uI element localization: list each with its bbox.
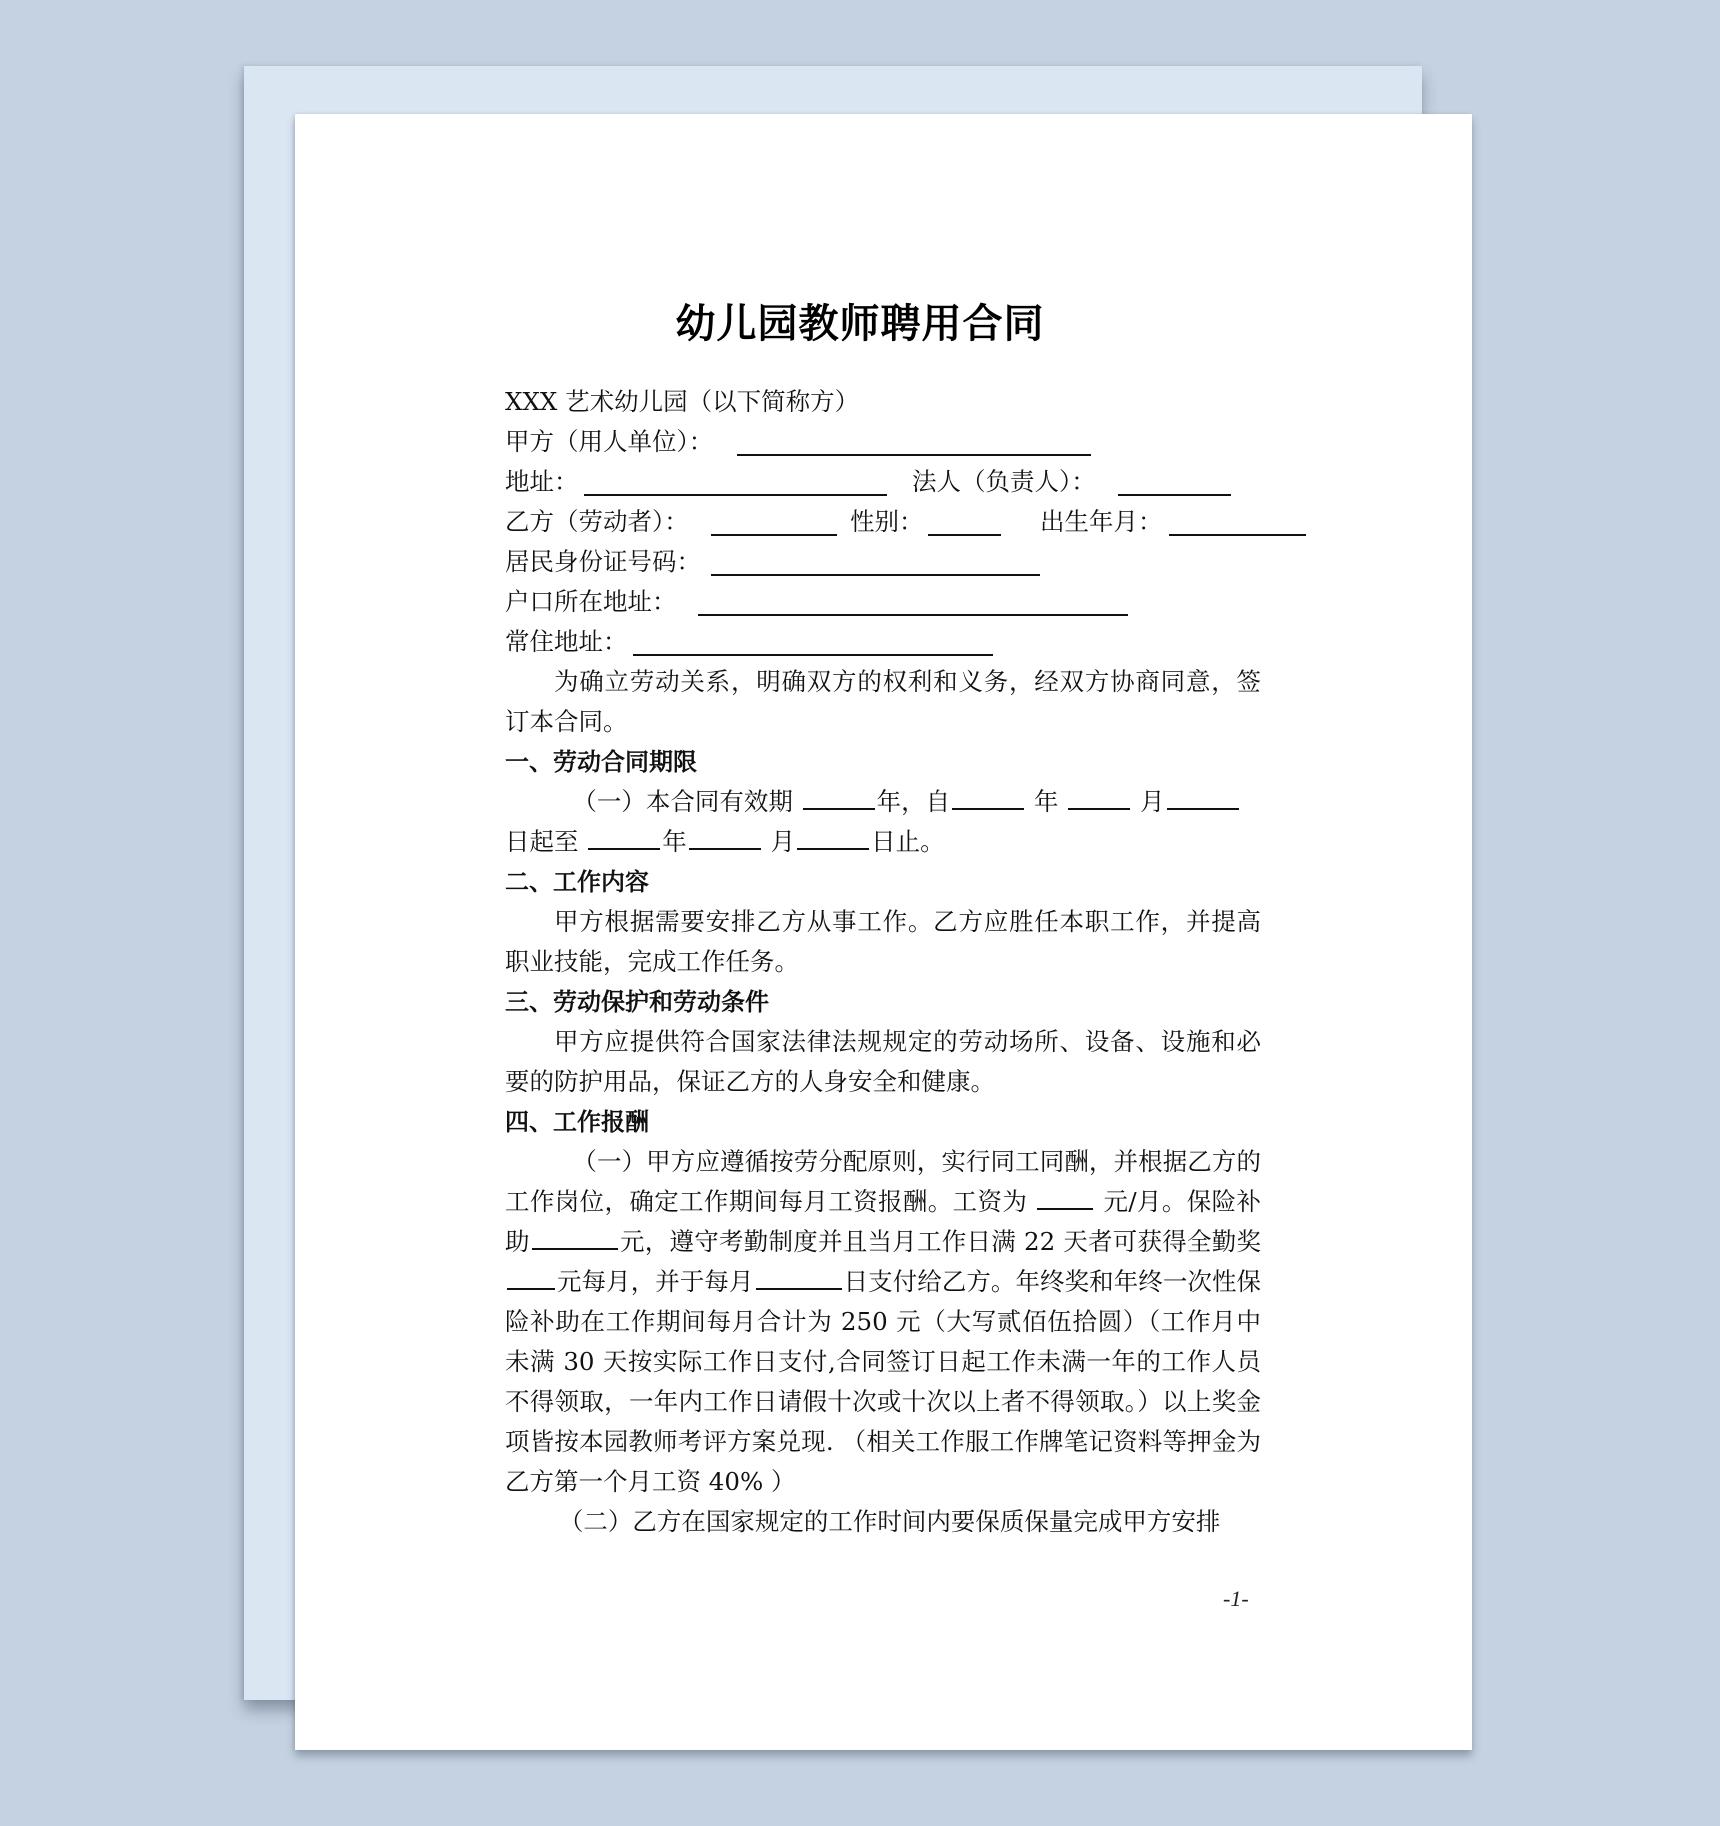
org-line: XXX 艺术幼儿园（以下简称方） <box>505 387 860 416</box>
end-month-label: 月 <box>770 827 796 856</box>
residence-row <box>505 622 1261 662</box>
pay-text-b: 元/月。保险补助 <box>505 1187 1261 1256</box>
attendance-bonus-blank[interactable] <box>507 1262 555 1290</box>
pay-text-a: （一）甲方应遵循按劳分配原则，实行同工同酬，并根据乙方的工作岗位，确定工作期间每月工资报酬。工资为 <box>505 1147 1261 1216</box>
legal-rep-blank[interactable] <box>1118 468 1231 496</box>
salary-blank[interactable] <box>1037 1182 1093 1210</box>
start-day-blank[interactable] <box>1167 782 1239 810</box>
pay-text-e: 日支付给乙方。年终奖和年终一次性保险补助在工作期间每月合计为 250 元（大写贰佰伍拾圆）（工作月中未满 30 天按实际工作日支付,合同签订日起工作未满一年的工作人员不得领取，一年内工作日请假十次或十次以上者不得领取。）以上奖金项皆按本园教师考评方案兑现. （相关工作服工作牌笔记资料等押金为乙方第一个月工资 40% ） <box>505 1267 1262 1496</box>
term-text-1: （一）本合同有效期 <box>572 787 793 816</box>
section-3-body: 甲方应提供符合国家法律法规规定的劳动场所、设备、设施和必要的防护用品，保证乙方的人身安全和健康。 <box>505 1027 1261 1096</box>
address-row <box>505 462 1261 502</box>
birth-label: 出生年月： <box>1040 507 1163 536</box>
end-day-label: 日止。 <box>871 827 945 856</box>
page-number: -1- <box>1223 1586 1249 1611</box>
party-a-row <box>505 422 1261 462</box>
end-day-blank[interactable] <box>797 822 869 850</box>
party-a-label: 甲方（用人单位）： <box>505 427 714 456</box>
start-year-blank[interactable] <box>952 782 1024 810</box>
term-row-1 <box>505 782 1261 822</box>
id-label: 居民身份证号码： <box>505 547 701 576</box>
address-blank[interactable] <box>584 468 887 496</box>
id-blank[interactable] <box>711 548 1040 576</box>
end-year-label: 年 <box>662 827 687 856</box>
term-row-2 <box>505 822 1261 862</box>
gender-label: 性别： <box>850 507 924 536</box>
residence-blank[interactable] <box>633 628 993 656</box>
legal-rep-label: 法人（负责人）： <box>912 467 1096 496</box>
pay-day-blank[interactable] <box>756 1262 842 1290</box>
document-body <box>505 382 1261 1542</box>
section-2-heading: 二、工作内容 <box>505 868 649 896</box>
end-month-blank[interactable] <box>689 822 761 850</box>
intro-paragraph: 为确立劳动关系，明确双方的权利和义务，经双方协商同意，签订本合同。 <box>505 667 1261 736</box>
section-2-body: 甲方根据需要安排乙方从事工作。乙方应胜任本职工作，并提高职业技能，完成工作任务。 <box>505 907 1261 976</box>
start-month-blank[interactable] <box>1068 782 1130 810</box>
address-label: 地址： <box>505 467 579 496</box>
id-row <box>505 542 1261 582</box>
gender-blank[interactable] <box>928 508 1001 536</box>
birth-blank[interactable] <box>1169 508 1306 536</box>
party-b-row <box>505 502 1261 542</box>
hukou-blank[interactable] <box>698 588 1128 616</box>
end-year-blank[interactable] <box>588 822 660 850</box>
section-4-second-clause: （二）乙方在国家规定的工作时间内要保质保量完成甲方安排 <box>558 1507 1221 1536</box>
start-month-label: 月 <box>1140 787 1165 816</box>
hukou-label: 户口所在地址： <box>505 587 677 616</box>
party-a-blank[interactable] <box>737 428 1091 456</box>
party-b-blank[interactable] <box>711 508 837 536</box>
hukou-row <box>505 582 1261 622</box>
term-day-from-label: 日起至 <box>505 827 579 856</box>
section-3-heading: 三、劳动保护和劳动条件 <box>505 988 769 1016</box>
term-year-label: 年，自 <box>876 787 951 816</box>
section-4-pay-paragraph <box>505 1142 1261 1502</box>
section-1-heading: 一、劳动合同期限 <box>505 748 697 776</box>
residence-label: 常住地址： <box>505 627 628 656</box>
document-title: 幼儿园教师聘用合同 <box>675 301 1045 347</box>
pay-text-d: 元每月，并于每月 <box>557 1267 754 1296</box>
insurance-blank[interactable] <box>532 1222 618 1250</box>
start-year-label: 年 <box>1033 787 1059 816</box>
pay-text-c: 元，遵守考勤制度并且当月工作日满 22 天者可获得全勤奖 <box>619 1227 1261 1256</box>
section-4-heading: 四、工作报酬 <box>505 1108 649 1136</box>
term-years-blank[interactable] <box>803 782 875 810</box>
party-b-label: 乙方（劳动者）： <box>505 507 689 536</box>
